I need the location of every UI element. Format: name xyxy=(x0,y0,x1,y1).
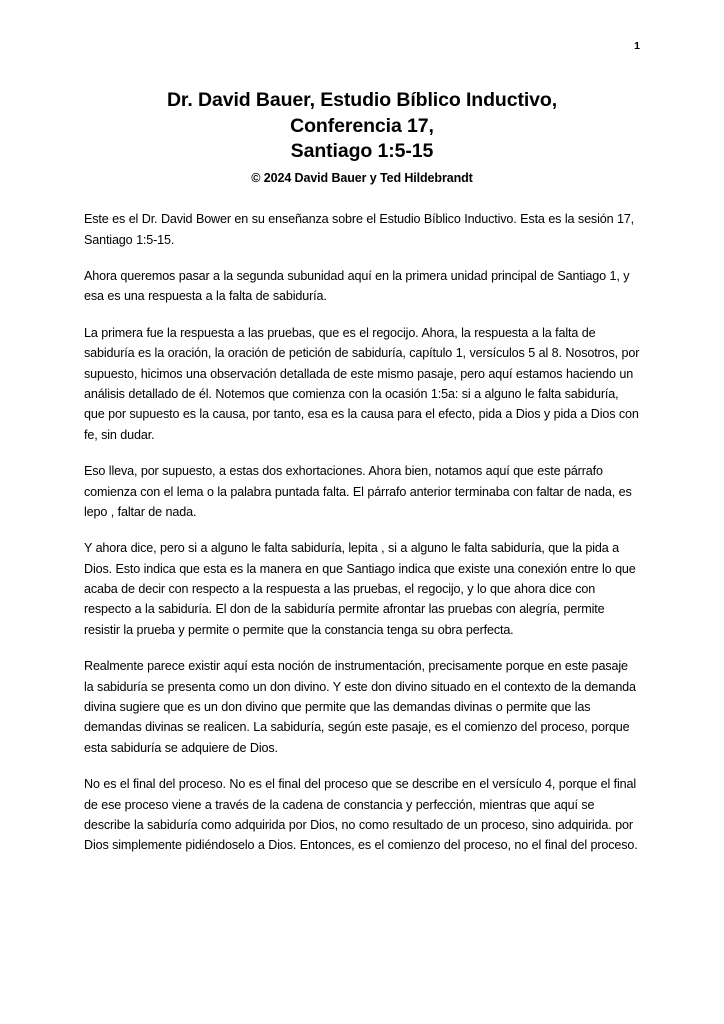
document-body xyxy=(84,209,640,856)
paragraph: Ahora queremos pasar a la segunda subunidad aquí en la primera unidad principal de Santiago 1, y esa es una respuesta a la falta de sabiduría. xyxy=(84,268,630,304)
title-line-1: Dr. David Bauer, Estudio Bíblico Inductivo, xyxy=(166,89,558,111)
page-number: 1 xyxy=(634,40,640,52)
document-title xyxy=(84,88,640,165)
paragraph: Este es el Dr. David Bower en su enseñanza sobre el Estudio Bíblico Inductivo. Esta es la sesión 17, Santiago 1:5-15. xyxy=(84,212,635,247)
title-line-3: Santiago 1:5-15 xyxy=(290,140,434,163)
copyright-notice: © 2024 David Bauer y Ted Hildebrandt xyxy=(251,171,473,186)
title-line-2: Conferencia 17, xyxy=(290,114,434,137)
paragraph: Realmente parece existir aquí esta noción de instrumentación, precisamente porque en este pasaje la sabiduría se presenta como un don divino. Y este don divino situado en el contexto de la demanda divina sugiere que es un don divino que permite que las demandas divinas o permite que las demandas divinas se realicen. La sabiduría, según este pasaje, es el comienzo del proceso, porque esta sabiduría se adquiere de Dios. xyxy=(84,659,636,755)
paragraph: Eso lleva, por supuesto, a estas dos exhortaciones. Ahora bien, notamos aquí que este párrafo comienza con el lema o la palabra puntada falta. El párrafo anterior terminaba con faltar de nada, es lepo , faltar de nada. xyxy=(84,464,632,519)
paragraph: Y ahora dice, pero si a alguno le falta sabiduría, lepita , si a alguno le falta sabiduría, que la pida a Dios. Esto indica que esta es la manera en que Santiago indica que existe una conexión entre lo que acaba de decir con respecto a la respuesta a las pruebas, el regocijo, y lo que ahora dice con respecto a la sabiduría. El don de la sabiduría permite afrontar las pruebas con alegría, permite resistir la prueba y permite o permite que la constancia tenga su obra perfecta. xyxy=(84,541,636,637)
paragraph: No es el final del proceso. No es el final del proceso que se describe en el versículo 4, porque el final de ese proceso viene a través de la cadena de constancia y perfección, mientras que aquí se describe la sabiduría como adquirida por Dios, no como resultado de un proceso, sino adquirida. por Dios simplemente pidiéndoselo a Dios. Entonces, es el comienzo del proceso, no el final del proceso. xyxy=(84,777,638,853)
paragraph: La primera fue la respuesta a las pruebas, que es el regocijo. Ahora, la respuesta a la falta de sabiduría es la oración, la oración de petición de sabiduría, capítulo 1, versículos 5 al 8. Nosotros, por supuesto, hicimos una observación detallada de este mismo pasaje, pero aquí estamos haciendo un análisis detallado de él. Notemos que comienza con la ocasión 1:5a: si a alguno le falta sabiduría, que por supuesto es la causa, por tanto, esa es la causa para el efecto, pida a Dios y pida a Dios con fe, sin dudar. xyxy=(84,325,640,442)
